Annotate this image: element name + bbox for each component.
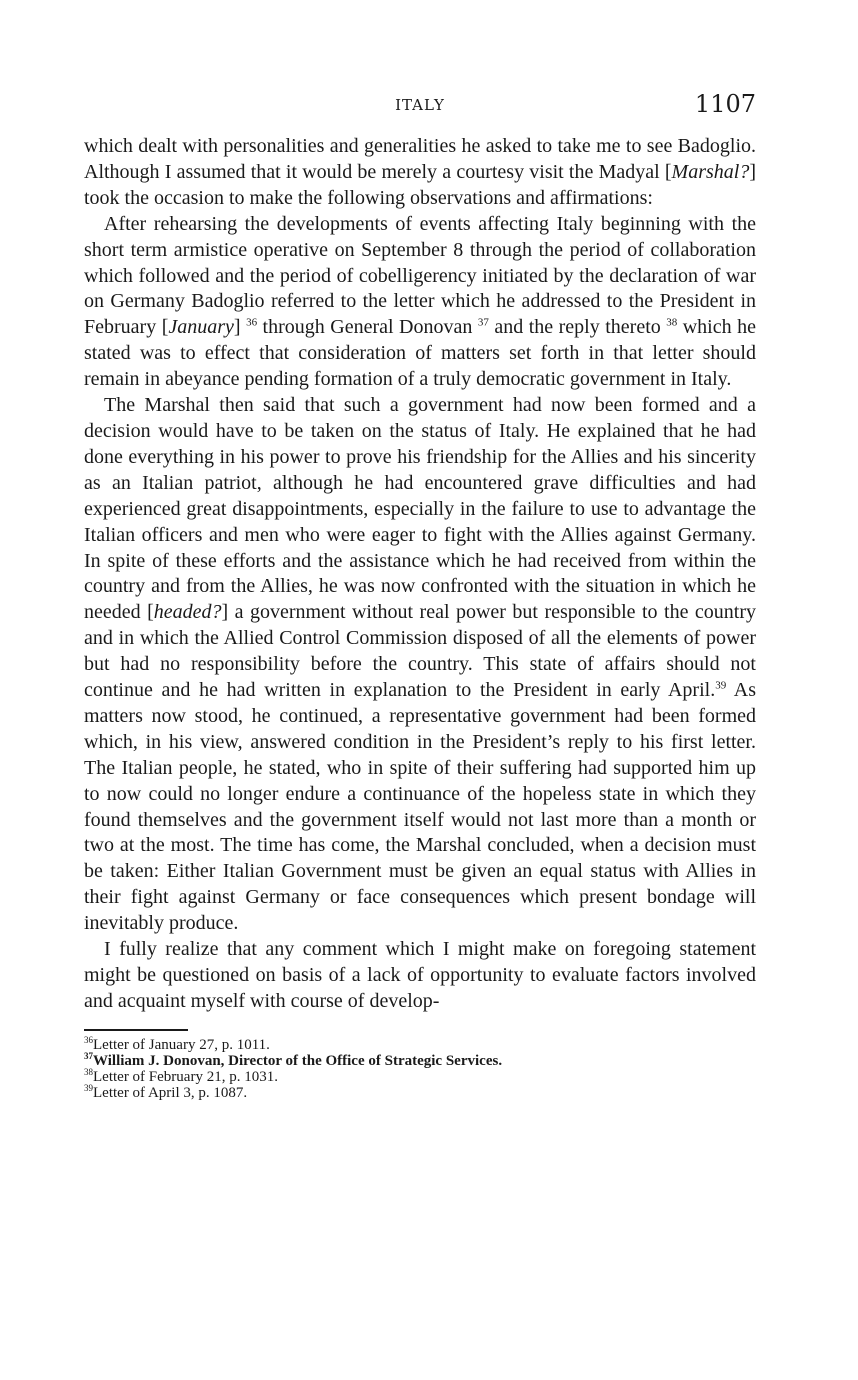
text-run: and the reply thereto: [488, 316, 667, 339]
footnote: [84, 1066, 756, 1085]
text-run: which he stated was to effect that consideration of matters set forth in that letter should remain in abeyance pending formation of a truly democratic government in Italy.: [84, 316, 756, 391]
footnote: [84, 1034, 756, 1053]
page-number: 1107: [694, 90, 756, 118]
text-run: ] a government without real power but responsible to the country and in which the Allied Control Commission disposed of all the elements of power but had no responsibility before the country. This state of affairs should not continue and he had written in explanation to the President in early April.: [84, 601, 756, 702]
footnote-text: Letter of April 3, p. 1087.: [93, 1084, 248, 1101]
running-title: ITALY: [395, 96, 445, 114]
footnote-number: 38: [84, 1066, 93, 1077]
footnote-ref: 39: [715, 679, 727, 692]
editorial-insertion: January: [168, 316, 234, 339]
running-head: [84, 90, 756, 126]
paragraph: [84, 937, 756, 1015]
editorial-insertion: Marshal?: [671, 160, 750, 183]
footnote-text: Letter of January 27, p. 1011.: [93, 1036, 270, 1053]
footnotes: [84, 1029, 756, 1101]
text-run: As matters now stood, he continued, a representative government had been formed which, in his view, answered condition in the President’s reply to his first letter. The Italian people, he stated, who in spite of their suffering had supported him up to now could no longer endure a continuance of the hopeless state in which they found themselves and the government itself would not last more than a month or two at the most. The time has come, the Marshal concluded, when a decision must be taken: Either Italian Government must be given an equal status with Allies in their fight against Germany or face consequences which present bondage will inevitably produce.: [84, 679, 757, 935]
footnote-number: 37: [84, 1050, 93, 1061]
text-run: I fully realize that any comment which I might make on foregoing statement might be questioned on basis of a lack of opportunity to evaluate factors involved and acquaint myself with course of develop-: [84, 938, 756, 1012]
text-run: ]: [233, 316, 247, 339]
footnote-number: 36: [84, 1034, 93, 1045]
editorial-insertion: headed?: [153, 601, 222, 624]
footnote-ref: 36: [246, 316, 258, 329]
footnote: [84, 1050, 756, 1069]
text-run: After rehearsing the developments of events affecting Italy beginning with the short term armistice operative on September 8 through the period of collaboration which followed and the period of cobelligerency initiated by the declaration of war on Germany Badoglio referred to the letter which he addressed to the President in February [: [84, 212, 756, 339]
body-text: [84, 134, 756, 1015]
footnote-number: 39: [84, 1082, 93, 1093]
text-run: through General Donovan: [257, 316, 478, 339]
paragraph: [84, 212, 756, 393]
document-page: [84, 90, 756, 1101]
text-run: The Marshal then said that such a government had now been formed and a decision would have to be taken on the status of Italy. He explained that he had done everything in his power to prove his friendship for the Allies and his sincerity as an Italian patriot, although he had encountered grave difficulties and had experienced great disappointments, especially in the failure to use to advantage the Italian officers and men who were eager to fight with the Allies against Germany. In spite of these efforts and the assistance which he had received from within the country and from the Allies, he was now confronted with the situation in which he needed [: [84, 394, 756, 624]
text-run: which dealt with personalities and generalities he asked to take me to see Badoglio. Although I assumed that it would be merely a courtesy visit the Madyal [: [84, 135, 756, 183]
text-run: ] took the occasion to make the following observations and affirmations:: [84, 160, 756, 209]
footnote: [84, 1082, 756, 1101]
footnote-text: Letter of February 21, p. 1031.: [93, 1068, 278, 1085]
paragraph: [84, 393, 756, 937]
footnote-ref: 38: [666, 316, 678, 329]
paragraph: [84, 134, 756, 212]
footnote-ref: 37: [477, 316, 489, 329]
footnote-text: William J. Donovan, Director of the Office of Strategic Services.: [93, 1052, 503, 1069]
footnote-rule: [84, 1029, 188, 1031]
